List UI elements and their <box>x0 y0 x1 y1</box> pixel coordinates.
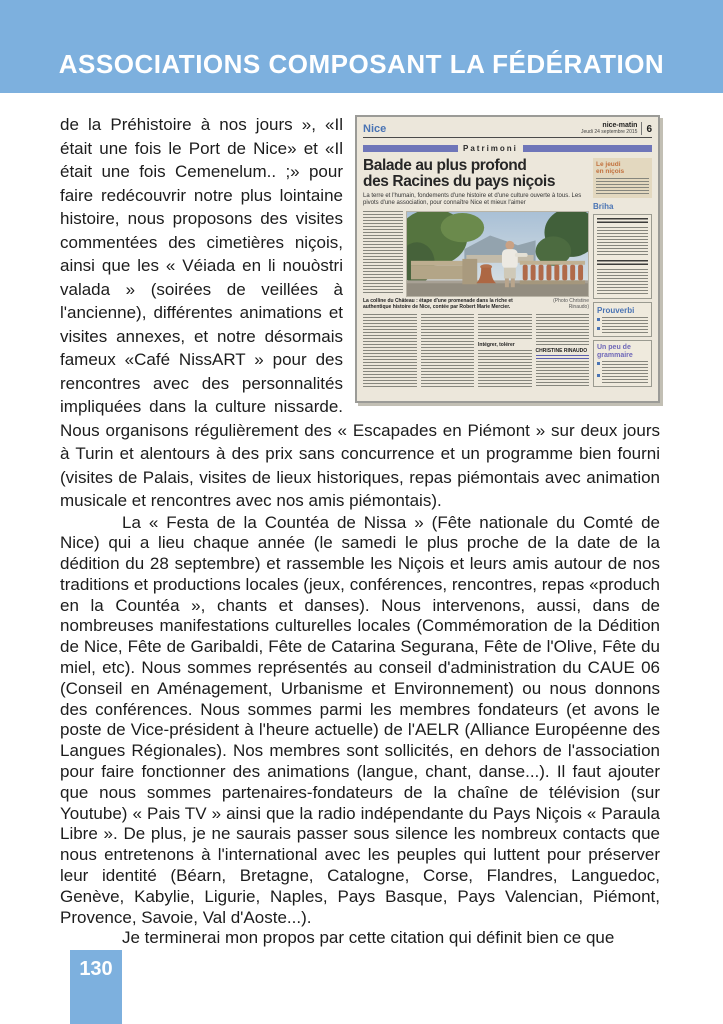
microtext-block <box>536 361 590 387</box>
clipping-page-number: 6 <box>646 124 652 135</box>
microtext-block <box>597 227 648 257</box>
clipping-rubric-row <box>363 144 652 153</box>
photo-balustrade-rail-left <box>411 261 470 266</box>
clipping-section-label: Nice <box>363 123 387 135</box>
microtext-block <box>478 350 532 388</box>
clipping-photo <box>406 211 589 297</box>
text-column-4 <box>536 314 590 390</box>
sidebar-jeudi-box <box>593 158 652 198</box>
clipping-body <box>363 158 652 390</box>
clipping-issue-date: Jeudi 24 septembre 2015 <box>581 129 638 135</box>
microtext-email-line <box>536 355 590 359</box>
grammar-item <box>597 361 648 371</box>
photo-balustrade-rail-right <box>520 261 585 265</box>
photo-credit: (Photo Christine Rinaudo) <box>553 298 589 310</box>
photo-caption-row <box>363 299 589 310</box>
grammar-item <box>597 373 648 383</box>
photo-terrace <box>407 282 588 296</box>
sidebar-briha-title: Briha <box>593 202 614 211</box>
rubric-bar-left <box>363 145 458 152</box>
clipping-photo-row <box>363 211 589 297</box>
paragraph-1: de la Préhistoire à nos jours », «Il était une fois le Port de Nice» et «Il était une fois Cemenelum.. ;» pour faire redécouvrir notre plus lointaine histoire, nous proposons des visites commentées des cimetières niçois, ainsi que les « Véiada en li nouòstri valada » (soirées de veillées à l'ancienne), différentes animations et visites annexes, et notre désormais fameux «Café NissART » pour des rencontres avec des personnalités impliquées dans la culture nissarde. Nous organisons régulièrement des « Escapades en Piémont » sur deux jours à Turin et alentours à des prix sans concurrence et un programme bien fourni (visites de Palais, visites de lieux historiques, repas piémontais avec animation musicale et rencontres avec nos amis piémontais). <box>60 115 660 510</box>
photo-stone-pillar <box>462 259 477 284</box>
page-number-box <box>70 950 122 1024</box>
microtext-block <box>363 211 403 295</box>
text-column-3 <box>478 314 532 390</box>
photo-caption: La colline du Château : étape d'une promenade dans la riche et authentique histoire de Nice, contée par Robert Marie Mercier. <box>363 298 513 310</box>
clipping-masthead <box>363 122 652 138</box>
rubric-label: Patrimoni <box>463 144 518 153</box>
clipping-standfirst: La terre et l'humain, fondements d'une histoire et d'une culture ouverte à tous. Les pivots d'une association, pour connaître Nice et mieux l'aimer <box>363 193 582 206</box>
column-subhead: Intégrer, tolérer <box>478 342 515 348</box>
clipping-sidebar <box>593 158 652 390</box>
photo-man-shirt <box>502 249 518 269</box>
headline-line-2: des Racines du pays niçois <box>363 173 556 190</box>
paragraph-3: Je terminerai mon propos par cette citation qui définit bien ce que <box>122 928 615 948</box>
article-body <box>60 93 660 949</box>
headline-line-1: Balade au plus profond <box>363 157 527 174</box>
microtext-block <box>363 314 417 388</box>
grammaire-title-line-1: Un peu de <box>597 344 631 351</box>
page-number: 130 <box>79 958 113 980</box>
microtext-block <box>597 269 648 295</box>
page-header-banner <box>0 0 723 93</box>
photo-tree-left-light <box>441 213 485 242</box>
microtext-line <box>602 317 648 324</box>
article-byline: CHRISTINE RINAUDO <box>535 348 588 354</box>
newspaper-clipping <box>355 115 660 403</box>
clipping-headline <box>363 158 589 190</box>
photo-man-shorts <box>504 268 516 279</box>
proverb-item <box>597 326 648 333</box>
clipping-left-text-column <box>363 211 403 297</box>
sidebar-prouverbi-box <box>593 302 652 337</box>
sidebar-briha-box <box>593 214 652 299</box>
clipping-paper-block <box>581 122 642 135</box>
microtext-block <box>421 314 475 388</box>
photo-man-arm <box>515 253 528 257</box>
sidebar-grammaire-box <box>593 340 652 387</box>
photo-man-head <box>505 241 514 250</box>
jeudi-title-line-1: Le jeudi <box>596 161 621 168</box>
grammaire-title-line-2: grammaire <box>597 351 633 359</box>
text-column-1 <box>363 314 417 390</box>
microtext-heading <box>597 218 648 225</box>
photo-man-leg-left <box>505 278 509 287</box>
clipping-bottom-columns <box>363 314 589 390</box>
paragraph-2: La « Festa de la Countéa de Nissa » (Fête nationale du Comté de Nice) qui a lieu chaque année (le samedi le plus proche de la date de la dédition du 28 septembre) et rassemble les Niçois et leurs amis autour de nos traditions et productions locales (jeux, conférences, rencontres, repas «produch en la Countéa », chants et danses). Nous intervenons, aussi, dans de nombreuses manifestations culturelles locales (Commémoration de la Dédition de Nice, Fête de Garibaldi, Fête de Catarina Segurana, Fête de l'Olive, Fête du miel, etc). Nous sommes représentés au conseil d'administration du CAUE 06 (Conseil en Aménagement, Urbanisme et Environnement) ou nous donnons des conférences. Nous sommes parmi les membres fondateurs (et avons le poste de Vice-président à l'heure actuelle) de l'AELR (Alliance Européenne des Langues Régionales). Nos membres sont sollicités, en dehors de l'association pour faire fonctionner des animations (langue, chant, danse...). Il faut ajouter que nous sommes partenaires-fondateurs de la chaîne de télévision (sur Youtube) « Pais TV » ainsi que la radio indépendante du Pays Niçois « Paraula Libre ». De plus, je ne saurais passer sous silence les nombreux contacts que nous entretenons à l'international avec les peuples qui luttent pour préserver leur identité (Béarn, Bretagne, Catalogne, Corse, Flandres, Languedoc, Genève, Kabylie, Ligurie, Naples, Pays Basque, Pays Valencian, Piémont, Provence, Savoie, Val d'Aoste...). <box>60 512 660 927</box>
sidebar-prouverbi-title: Prouverbi <box>597 306 635 315</box>
microtext-block <box>536 314 590 346</box>
clipping-main-zone <box>363 158 589 390</box>
microtext-block <box>478 314 532 340</box>
page-title: ASSOCIATIONS COMPOSANT LA FÉDÉRATION <box>58 49 665 79</box>
text-column-2 <box>421 314 475 390</box>
proverb-item <box>597 317 648 324</box>
microtext-heading <box>597 260 648 267</box>
microtext-line <box>602 361 648 371</box>
photo-man-leg-right <box>511 278 515 287</box>
jeudi-title-line-2: en niçois <box>596 168 625 175</box>
photo-balustrade-base <box>520 280 585 284</box>
microtext-line <box>602 373 648 383</box>
microtext-block <box>596 178 649 194</box>
microtext-line <box>602 326 648 333</box>
clipping-paper-name: nice-matin <box>602 122 638 129</box>
photo-stone-wall <box>411 266 464 280</box>
rubric-bar-right <box>523 145 652 152</box>
